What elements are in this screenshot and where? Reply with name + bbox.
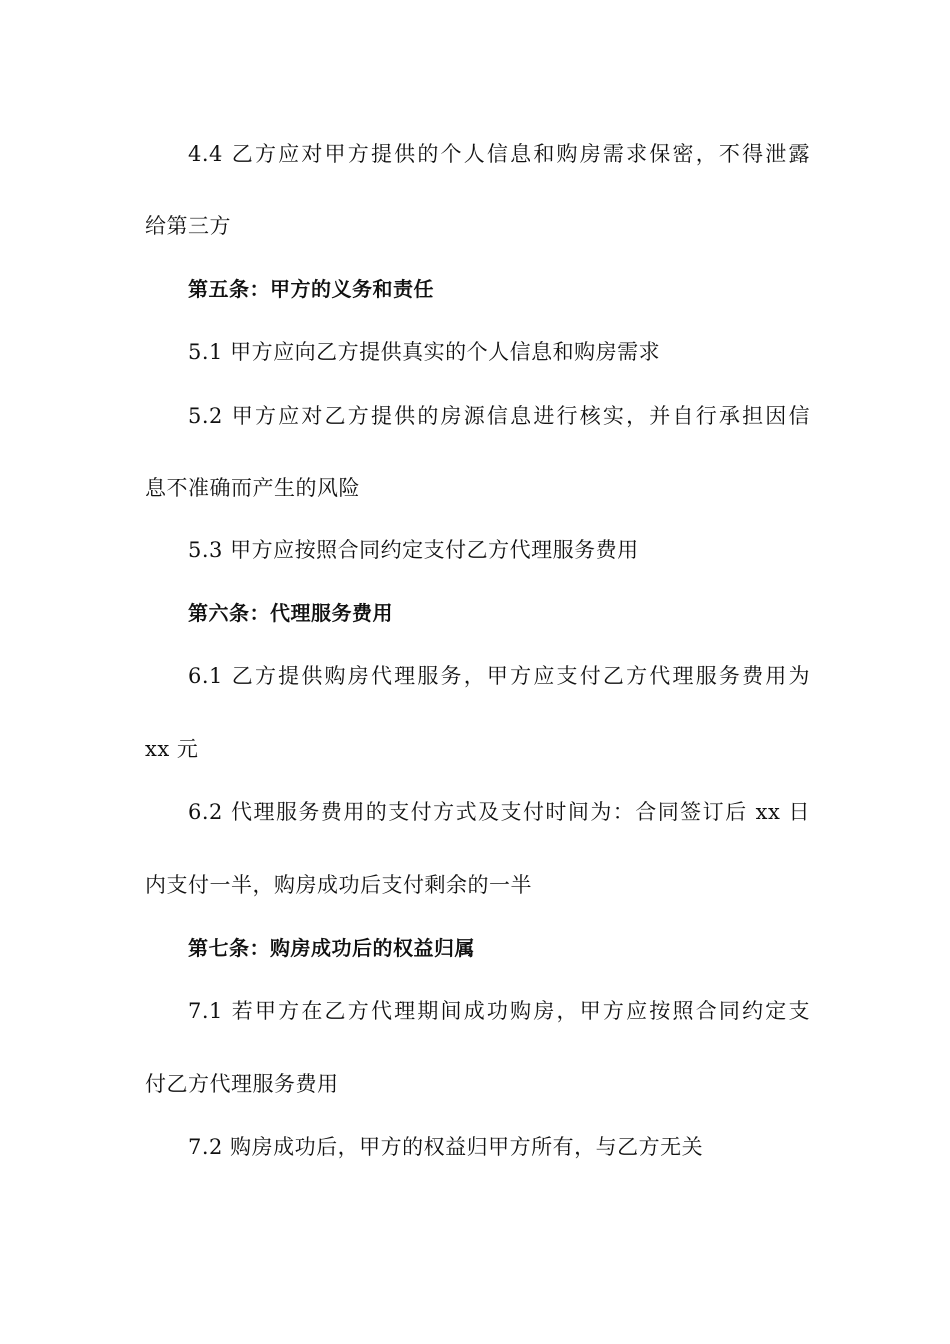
clause-7-2: 7.2 购房成功后，甲方的权益归甲方所有，与乙方无关 [188,1135,704,1159]
clause-5-2-line-2: 息不准确而产生的风险 [145,476,360,500]
clause-5-1: 5.1 甲方应向乙方提供真实的个人信息和购房需求 [188,340,661,364]
clause-4-4-line-2: 给第三方 [145,214,231,238]
article-5-heading: 第五条：甲方的义务和责任 [188,277,434,301]
clause-7-1-line-1: 7.1 若甲方在乙方代理期间成功购房，甲方应按照合同约定支 [188,999,810,1023]
clause-4-4-line-1: 4.4 乙方应对甲方提供的个人信息和购房需求保密，不得泄露 [188,142,810,166]
clause-5-3: 5.3 甲方应按照合同约定支付乙方代理服务费用 [188,538,639,562]
clause-7-1-line-2: 付乙方代理服务费用 [145,1072,339,1096]
clause-6-1-line-1: 6.1 乙方提供购房代理服务，甲方应支付乙方代理服务费用为 [188,664,810,688]
clause-6-2-line-1: 6.2 代理服务费用的支付方式及支付时间为：合同签订后 xx 日 [188,800,810,824]
clause-6-1-line-2: xx 元 [145,737,199,761]
clause-5-2-line-1: 5.2 甲方应对乙方提供的房源信息进行核实，并自行承担因信 [188,404,810,428]
article-7-heading: 第七条：购房成功后的权益归属 [188,936,475,960]
article-6-heading: 第六条：代理服务费用 [188,601,393,625]
clause-6-2-line-2: 内支付一半，购房成功后支付剩余的一半 [145,873,532,897]
